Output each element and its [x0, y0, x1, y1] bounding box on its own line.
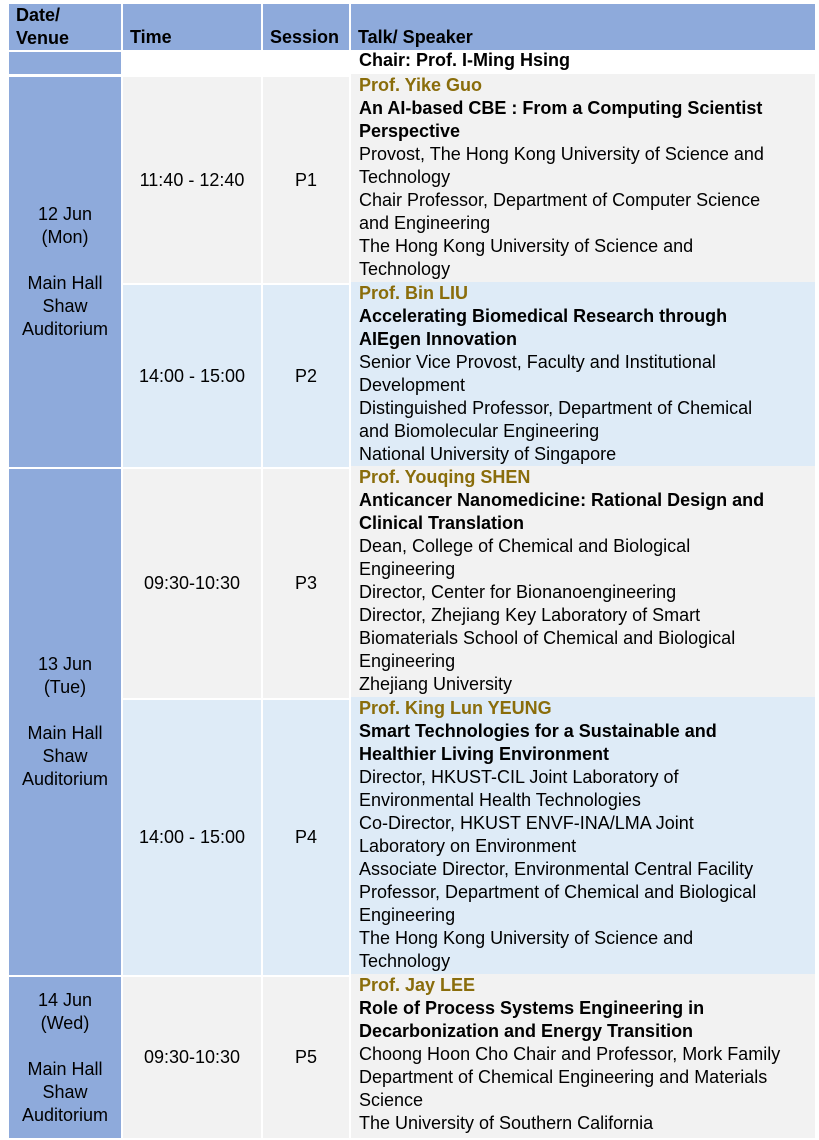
- talk-title-line: Anticancer Nanomedicine: Rational Design and: [359, 490, 765, 510]
- header-session: Session: [263, 4, 349, 50]
- affiliation-line: Director, HKUST-CIL Joint Laboratory of: [359, 767, 679, 787]
- affiliation-line: Chair Professor, Department of Computer Science: [359, 190, 761, 210]
- speaker-name: Prof. Youqing SHEN: [359, 467, 531, 487]
- session-time: 09:30-10:30: [123, 977, 261, 1138]
- day-venue: Main Hall Shaw Auditorium: [21, 273, 109, 339]
- talk-title-line: Healthier Living Environment: [359, 744, 610, 764]
- affiliation-line: Development: [359, 375, 466, 395]
- talk-cell: [351, 466, 815, 698]
- affiliation-line: Distinguished Professor, Department of Chemical: [359, 398, 753, 418]
- day-venue: Main Hall Shaw Auditorium: [21, 723, 109, 789]
- affiliation-line: Science: [359, 1090, 424, 1110]
- chair-line: Chair: Prof. I-Ming Hsing: [359, 50, 570, 70]
- session-code: P2: [263, 285, 349, 467]
- talk-title-line: Smart Technologies for a Sustainable and: [359, 721, 717, 741]
- affiliation-line: Director, Center for Bionanoengineering: [359, 582, 677, 602]
- affiliation-line: Laboratory on Environment: [359, 836, 577, 856]
- affiliation-line: Environmental Health Technologies: [359, 790, 641, 810]
- affiliation-line: Associate Director, Environmental Central Facility: [359, 859, 754, 879]
- affiliation-line: The University of Southern California: [359, 1113, 654, 1133]
- affiliation-line: Zhejiang University: [359, 674, 513, 694]
- affiliation-line: Choong Hoon Cho Chair and Professor, Mork Family: [359, 1044, 781, 1064]
- affiliation-line: Senior Vice Provost, Faculty and Institutional: [359, 352, 716, 372]
- header-time: Time: [123, 4, 261, 50]
- affiliation-line: The Hong Kong University of Science and: [359, 928, 694, 948]
- affiliation-line: Technology: [359, 259, 451, 279]
- day-venue: Main Hall Shaw Auditorium: [21, 1058, 109, 1125]
- talk-title-line: AIEgen Innovation: [359, 329, 518, 349]
- affiliation-line: Director, Zhejiang Key Laboratory of Smart: [359, 605, 701, 625]
- affiliation-line: and Biomolecular Engineering: [359, 421, 600, 441]
- talk-cell: [351, 282, 815, 467]
- session-time: 14:00 - 15:00: [123, 285, 261, 467]
- affiliation-line: National University of Singapore: [359, 444, 617, 464]
- affiliation-line: Technology: [359, 167, 451, 187]
- affiliation-line: Engineering: [359, 651, 456, 671]
- session-code: P5: [263, 977, 349, 1138]
- session-time: 09:30-10:30: [123, 469, 261, 698]
- day-date: 14 Jun (Wed): [37, 989, 93, 1033]
- affiliation-line: Engineering: [359, 559, 456, 579]
- affiliation-line: and Engineering: [359, 213, 491, 233]
- header-talk-speaker: Talk/ Speaker: [351, 4, 815, 50]
- day-date: 13 Jun (Tue): [37, 654, 93, 697]
- talk-title-line: Role of Process Systems Engineering in: [359, 998, 705, 1018]
- chair-date-cell: [9, 52, 121, 74]
- affiliation-line: Provost, The Hong Kong University of Science and: [359, 144, 764, 164]
- session-code: P4: [263, 700, 349, 975]
- affiliation-line: Department of Chemical Engineering and Materials: [359, 1067, 768, 1087]
- talk-title-line: Clinical Translation: [359, 513, 525, 533]
- talk-title-line: Perspective: [359, 121, 461, 141]
- affiliation-line: Engineering: [359, 905, 456, 925]
- speaker-name: Prof. Yike Guo: [359, 75, 483, 95]
- talk-cell: [351, 974, 815, 1138]
- session-code: P3: [263, 469, 349, 698]
- day-cell: [9, 77, 121, 467]
- affiliation-line: Professor, Department of Chemical and Biological: [359, 882, 757, 902]
- session-time: 14:00 - 15:00: [123, 700, 261, 975]
- day-date: 12 Jun (Mon): [37, 204, 93, 247]
- affiliation-line: The Hong Kong University of Science and: [359, 236, 694, 256]
- talk-title-line: Accelerating Biomedical Research through: [359, 306, 728, 326]
- session-time: 11:40 - 12:40: [123, 77, 261, 283]
- talk-cell: [351, 74, 815, 283]
- talk-title-line: Decarbonization and Energy Transition: [359, 1021, 694, 1041]
- affiliation-line: Technology: [359, 951, 451, 971]
- day-cell: [9, 977, 121, 1138]
- talk-cell: [351, 697, 815, 975]
- header-date-venue: Date/ Venue: [9, 4, 121, 50]
- affiliation-line: Dean, College of Chemical and Biological: [359, 536, 691, 556]
- speaker-name: Prof. King Lun YEUNG: [359, 698, 552, 718]
- speaker-name: Prof. Jay LEE: [359, 975, 476, 995]
- affiliation-line: Co-Director, HKUST ENVF-INA/LMA Joint: [359, 813, 694, 833]
- affiliation-line: Biomaterials School of Chemical and Biological: [359, 628, 736, 648]
- talk-title-line: An AI-based CBE : From a Computing Scientist: [359, 98, 763, 118]
- speaker-name: Prof. Bin LIU: [359, 283, 468, 303]
- session-code: P1: [263, 77, 349, 283]
- day-cell: [9, 469, 121, 975]
